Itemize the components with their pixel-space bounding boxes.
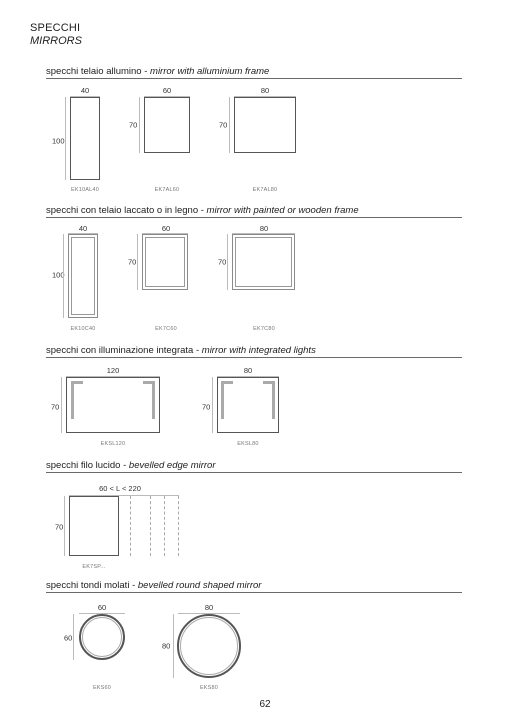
light-strip-right [143,381,155,419]
section-title-en: mirror with integrated lights [201,345,316,356]
height-dimension-line [212,377,213,433]
height-dimension-line [73,614,74,660]
product-code: EK7C80 [253,326,275,332]
extension-guide [164,496,165,556]
height-label: 100 [52,270,65,280]
height-label: 60 [64,633,73,643]
width-label: 60 [161,224,171,233]
product-code: EKSL120 [100,441,126,447]
height-label: 70 [218,257,227,267]
light-strip-right [263,381,275,419]
section-divider [46,472,462,473]
mirror-rect-bevelled [69,496,119,556]
width-label: 60 [97,603,107,612]
width-label: 80 [243,366,253,375]
section-title-it: specchi filo lucido - [46,460,129,471]
section-divider [46,357,462,358]
section-heading-round [46,580,261,591]
height-label: 100 [52,136,65,146]
section-title-it: specchi con telaio laccato o in legno - [46,205,207,216]
height-dimension-line [61,377,62,433]
height-dimension-line [173,614,174,678]
extension-guide [130,496,131,556]
section-title-en: mirror with painted or wooden frame [206,205,359,216]
height-label: 70 [202,402,211,412]
width-label: 60 < L < 220 [99,484,141,493]
height-dimension-line [229,97,230,153]
section-title-it: specchi telaio allumino - [46,66,151,77]
height-label: 70 [129,120,138,130]
width-label: 80 [260,86,270,95]
section-heading-integrated-lights [46,345,316,356]
product-code: EKS80 [199,685,219,691]
height-dimension-line [63,234,64,318]
height-label: 70 [55,522,64,532]
width-label: 40 [78,224,88,233]
section-title-it: specchi tondi molati - [46,580,138,591]
height-dimension-line [137,234,138,290]
mirror-glass [145,237,185,287]
light-strip-left [71,381,83,419]
product-code: EK7AL80 [252,187,278,193]
section-title-en: mirror with alluminium frame [150,66,270,77]
section-title-en: bevelled edge mirror [128,460,216,471]
width-label: 80 [259,224,269,233]
product-code: EKS60 [92,685,112,691]
width-label: 60 [162,86,172,95]
page-title: SPECCHI [30,22,81,34]
mirror-rect-80x70 [234,97,296,153]
section-divider [46,217,462,218]
height-dimension-line [139,97,140,153]
width-label: 80 [204,603,214,612]
product-code: EK7SP... [82,564,106,570]
page-subtitle: MIRRORS [30,35,82,47]
product-code: EK7AL60 [154,187,180,193]
product-code: EK10C40 [70,326,96,332]
height-label: 70 [128,257,137,267]
extension-guide [150,496,151,556]
round-mirror-bevel [180,617,238,675]
mirror-rect-40x100 [70,97,100,180]
section-title-en: bevelled round shaped mirror [137,580,262,591]
mirror-glass [71,237,95,315]
mirror-glass [235,237,292,287]
section-divider [46,592,462,593]
product-code: EKSL80 [237,441,259,447]
section-title-it: specchi con illuminazione integrata - [46,345,202,356]
height-label: 70 [219,120,228,130]
mirror-rect-60x70 [144,97,190,153]
light-strip-left [221,381,233,419]
page-number: 62 [259,699,271,710]
section-heading-aluminium [46,66,269,77]
width-label: 40 [80,86,90,95]
height-dimension-line [227,234,228,290]
product-code: EK7C60 [155,326,177,332]
width-label: 120 [106,366,120,375]
product-code: EK10AL40 [71,187,99,193]
round-mirror-bevel [82,617,122,657]
section-divider [46,78,462,79]
height-label: 70 [51,402,60,412]
extension-guide [178,496,179,556]
height-dimension-line [64,496,65,556]
section-heading-bevelled-edge [46,460,216,471]
height-label: 80 [162,641,171,651]
height-dimension-line [65,97,66,180]
section-heading-painted-frame [46,205,359,216]
